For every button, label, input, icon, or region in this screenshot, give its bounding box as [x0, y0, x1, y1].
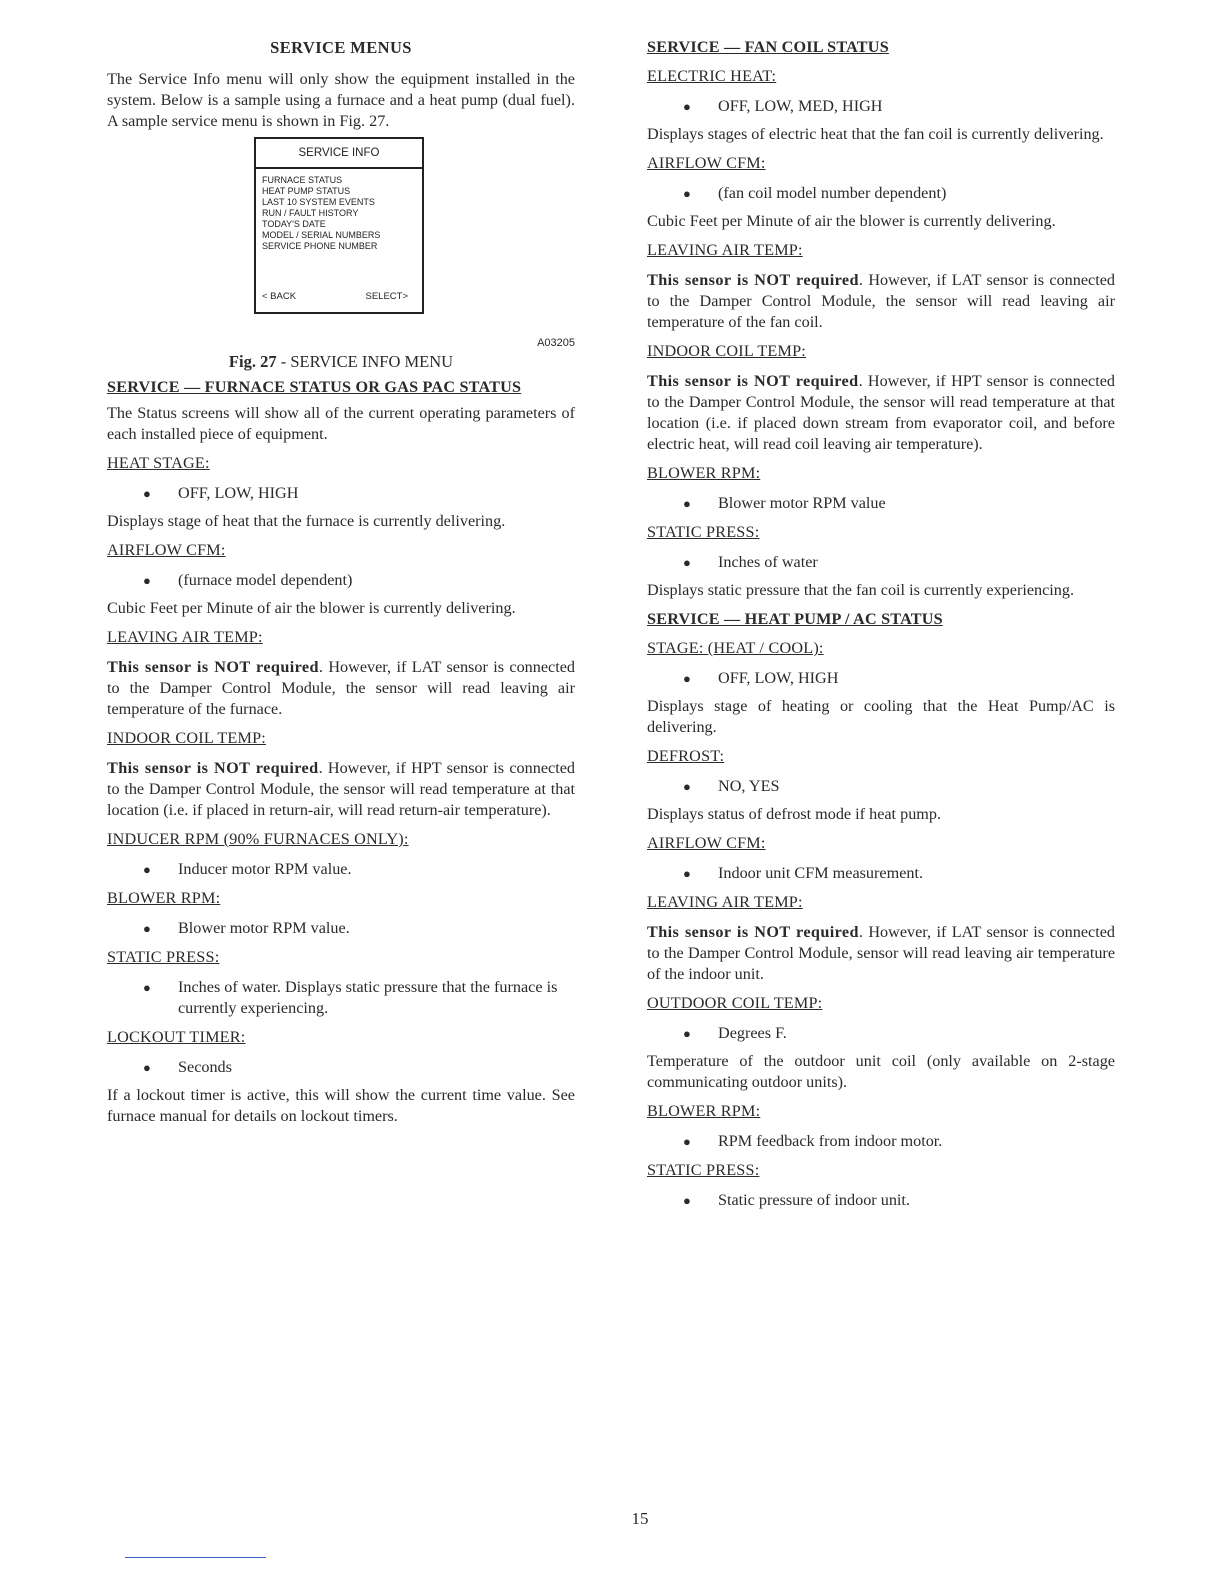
- label-static-press: STATIC PRESS:: [107, 948, 220, 966]
- bullet-dot-icon: ●: [683, 671, 691, 686]
- service-menus-intro: The Service Info menu will only show the equipment installed in the system. Below is a sample using a furnace and a heat pump (dual fuel). A sample service menu is shown in Fig. 27.: [107, 70, 575, 130]
- footnote-rule: [125, 1557, 266, 1558]
- bullet-dot-icon: ●: [683, 186, 691, 201]
- bullet-hp-blower-rpm: ● RPM feedback from indoor motor.: [683, 1132, 943, 1150]
- menu-back-button[interactable]: < BACK: [262, 291, 297, 302]
- label-hp-leaving-air-temp: LEAVING AIR TEMP:: [647, 893, 803, 911]
- bullet-lockout-timer: ● Seconds: [143, 1058, 232, 1076]
- bullet-dot-icon: ●: [143, 573, 151, 588]
- text-hp-stage: Displays stage of heating or cooling that the Heat Pump/AC is delivering.: [647, 697, 1115, 736]
- figure-27: [107, 137, 575, 369]
- text-hp-leaving-air-temp: This sensor is NOT required. However, if LAT sensor is connected to the Damper Control Module, sensor will read leaving air temperature of the indoor unit.: [647, 923, 1115, 983]
- left-column: [107, 34, 575, 1132]
- label-fc-airflow-cfm: AIRFLOW CFM:: [647, 154, 766, 172]
- text-fc-static-press: Displays static pressure that the fan coil is currently experiencing.: [647, 581, 1075, 599]
- menu-title: SERVICE INFO: [256, 139, 422, 169]
- bullet-airflow-cfm: ● (furnace model dependent): [143, 571, 353, 589]
- bullet-dot-icon: ●: [143, 1060, 151, 1075]
- figure-caption: [107, 351, 575, 372]
- menu-item-run-fault-history[interactable]: RUN / FAULT HISTORY: [262, 208, 359, 218]
- menu-item-last-10-events[interactable]: LAST 10 SYSTEM EVENTS: [262, 197, 375, 207]
- menu-item-heat-pump-status[interactable]: HEAT PUMP STATUS: [262, 186, 351, 196]
- bullet-dot-icon: ●: [683, 1026, 691, 1041]
- heading-heat-pump-status: SERVICE — HEAT PUMP / AC STATUS: [647, 610, 943, 628]
- label-fc-static-press: STATIC PRESS:: [647, 523, 760, 541]
- bullet-dot-icon: ●: [683, 496, 691, 511]
- label-fc-blower-rpm: BLOWER RPM:: [647, 464, 761, 482]
- label-heat-stage: HEAT STAGE:: [107, 454, 210, 472]
- text-fc-airflow-cfm: Cubic Feet per Minute of air the blower is currently delivering.: [647, 212, 1056, 230]
- label-hp-outdoor-coil-temp: OUTDOOR COIL TEMP:: [647, 994, 823, 1012]
- label-electric-heat: ELECTRIC HEAT:: [647, 67, 777, 85]
- menu-list: [262, 175, 422, 252]
- label-hp-defrost: DEFROST:: [647, 747, 725, 765]
- label-blower-rpm: BLOWER RPM:: [107, 889, 221, 907]
- bullet-inducer-rpm: ● Inducer motor RPM value.: [143, 860, 352, 878]
- menu-select-button[interactable]: SELECT>: [365, 291, 408, 302]
- label-hp-airflow-cfm: AIRFLOW CFM:: [647, 834, 766, 852]
- bullet-electric-heat: ● OFF, LOW, MED, HIGH: [683, 97, 883, 115]
- bullet-dot-icon: ●: [683, 1193, 691, 1208]
- bullet-fc-static-press: ● Inches of water: [683, 553, 818, 571]
- furnace-intro: The Status screens will show all of the current operating parameters of each installed piece of equipment.: [107, 404, 575, 443]
- service-info-menu-screen: [254, 137, 424, 314]
- label-inducer-rpm: INDUCER RPM (90% FURNACES ONLY):: [107, 830, 409, 848]
- text-hp-defrost: Displays status of defrost mode if heat pump.: [647, 805, 942, 823]
- text-indoor-coil-temp: This sensor is NOT required. However, if HPT sensor is connected to the Damper Control Module, the sensor will read temperature at that location (i.e. if placed in return-air, will read return-air temperature).: [107, 759, 575, 819]
- menu-item-service-phone[interactable]: SERVICE PHONE NUMBER: [262, 241, 378, 251]
- label-hp-static-press: STATIC PRESS:: [647, 1161, 760, 1179]
- bullet-fc-blower-rpm: ● Blower motor RPM value: [683, 494, 886, 512]
- bullet-dot-icon: ●: [143, 980, 151, 995]
- menu-item-furnace-status[interactable]: FURNACE STATUS: [262, 175, 343, 185]
- bullet-hp-airflow-cfm: ● Indoor unit CFM measurement.: [683, 864, 924, 882]
- label-fc-indoor-coil-temp: INDOOR COIL TEMP:: [647, 342, 806, 360]
- label-hp-stage: STAGE: (HEAT / COOL):: [647, 639, 824, 657]
- menu-item-todays-date[interactable]: TODAY'S DATE: [262, 219, 326, 229]
- text-fc-leaving-air-temp: This sensor is NOT required. However, if LAT sensor is connected to the Damper Control Module, the sensor will read leaving air temperature of the fan coil.: [647, 271, 1115, 331]
- bullet-dot-icon: ●: [683, 866, 691, 881]
- label-indoor-coil-temp: INDOOR COIL TEMP:: [107, 729, 266, 747]
- bullet-heat-stage: ● OFF, LOW, HIGH: [143, 484, 299, 502]
- right-column: [647, 34, 1115, 1218]
- bullet-hp-outdoor-coil-temp: ● Degrees F.: [683, 1024, 787, 1042]
- text-leaving-air-temp: This sensor is NOT required. However, if LAT sensor is connected to the Damper Control Module, the sensor will read leaving air temperature of the furnace.: [107, 658, 575, 718]
- figure-caption-label: Fig. 27: [228, 352, 277, 371]
- text-fc-indoor-coil-temp: This sensor is NOT required. However, if HPT sensor is connected to the Damper Control Module, the sensor will read temperature at that location (i.e. if placed down stream from evaporator coil, and before electric heat, will read coil leaving air temperature).: [647, 372, 1115, 453]
- bullet-blower-rpm: ● Blower motor RPM value.: [143, 919, 350, 937]
- bullet-hp-stage: ● OFF, LOW, HIGH: [683, 669, 839, 687]
- bullet-fc-airflow-cfm: ● (fan coil model number dependent): [683, 184, 947, 202]
- bullet-dot-icon: ●: [683, 1134, 691, 1149]
- bullet-hp-defrost: ● NO, YES: [683, 777, 780, 795]
- figure-caption-text: - SERVICE INFO MENU: [276, 352, 454, 371]
- figure-code: A03205: [537, 337, 575, 349]
- heading-furnace-status: SERVICE — FURNACE STATUS OR GAS PAC STATUS: [107, 378, 522, 396]
- label-leaving-air-temp: LEAVING AIR TEMP:: [107, 628, 263, 646]
- bullet-dot-icon: ●: [683, 555, 691, 570]
- section-title-service-menus: SERVICE MENUS: [270, 38, 412, 57]
- heading-fan-coil-status: SERVICE — FAN COIL STATUS: [647, 38, 889, 56]
- label-hp-blower-rpm: BLOWER RPM:: [647, 1102, 761, 1120]
- text-electric-heat: Displays stages of electric heat that the fan coil is currently delivering.: [647, 125, 1104, 143]
- bullet-hp-static-press: ● Static pressure of indoor unit.: [683, 1191, 910, 1209]
- bullet-dot-icon: ●: [143, 921, 151, 936]
- label-lockout-timer: LOCKOUT TIMER:: [107, 1028, 246, 1046]
- text-hp-outdoor-coil-temp: Temperature of the outdoor unit coil (only available on 2-stage communicating outdoor units).: [647, 1052, 1115, 1091]
- label-airflow-cfm: AIRFLOW CFM:: [107, 541, 226, 559]
- bullet-dot-icon: ●: [143, 862, 151, 877]
- text-heat-stage: Displays stage of heat that the furnace is currently delivering.: [107, 512, 506, 530]
- text-airflow-cfm: Cubic Feet per Minute of air the blower is currently delivering.: [107, 599, 516, 617]
- bullet-dot-icon: ●: [683, 779, 691, 794]
- menu-item-model-serial[interactable]: MODEL / SERIAL NUMBERS: [262, 230, 381, 240]
- text-lockout-timer: If a lockout timer is active, this will show the current time value. See furnace manual for details on lockout timers.: [107, 1086, 575, 1125]
- label-fc-leaving-air-temp: LEAVING AIR TEMP:: [647, 241, 803, 259]
- bullet-dot-icon: ●: [683, 99, 691, 114]
- bullet-static-press: ● Inches of water. Displays static pressure that the furnace is currently experiencing.: [143, 978, 558, 1017]
- bullet-dot-icon: ●: [143, 486, 151, 501]
- page-number: 15: [631, 1509, 649, 1528]
